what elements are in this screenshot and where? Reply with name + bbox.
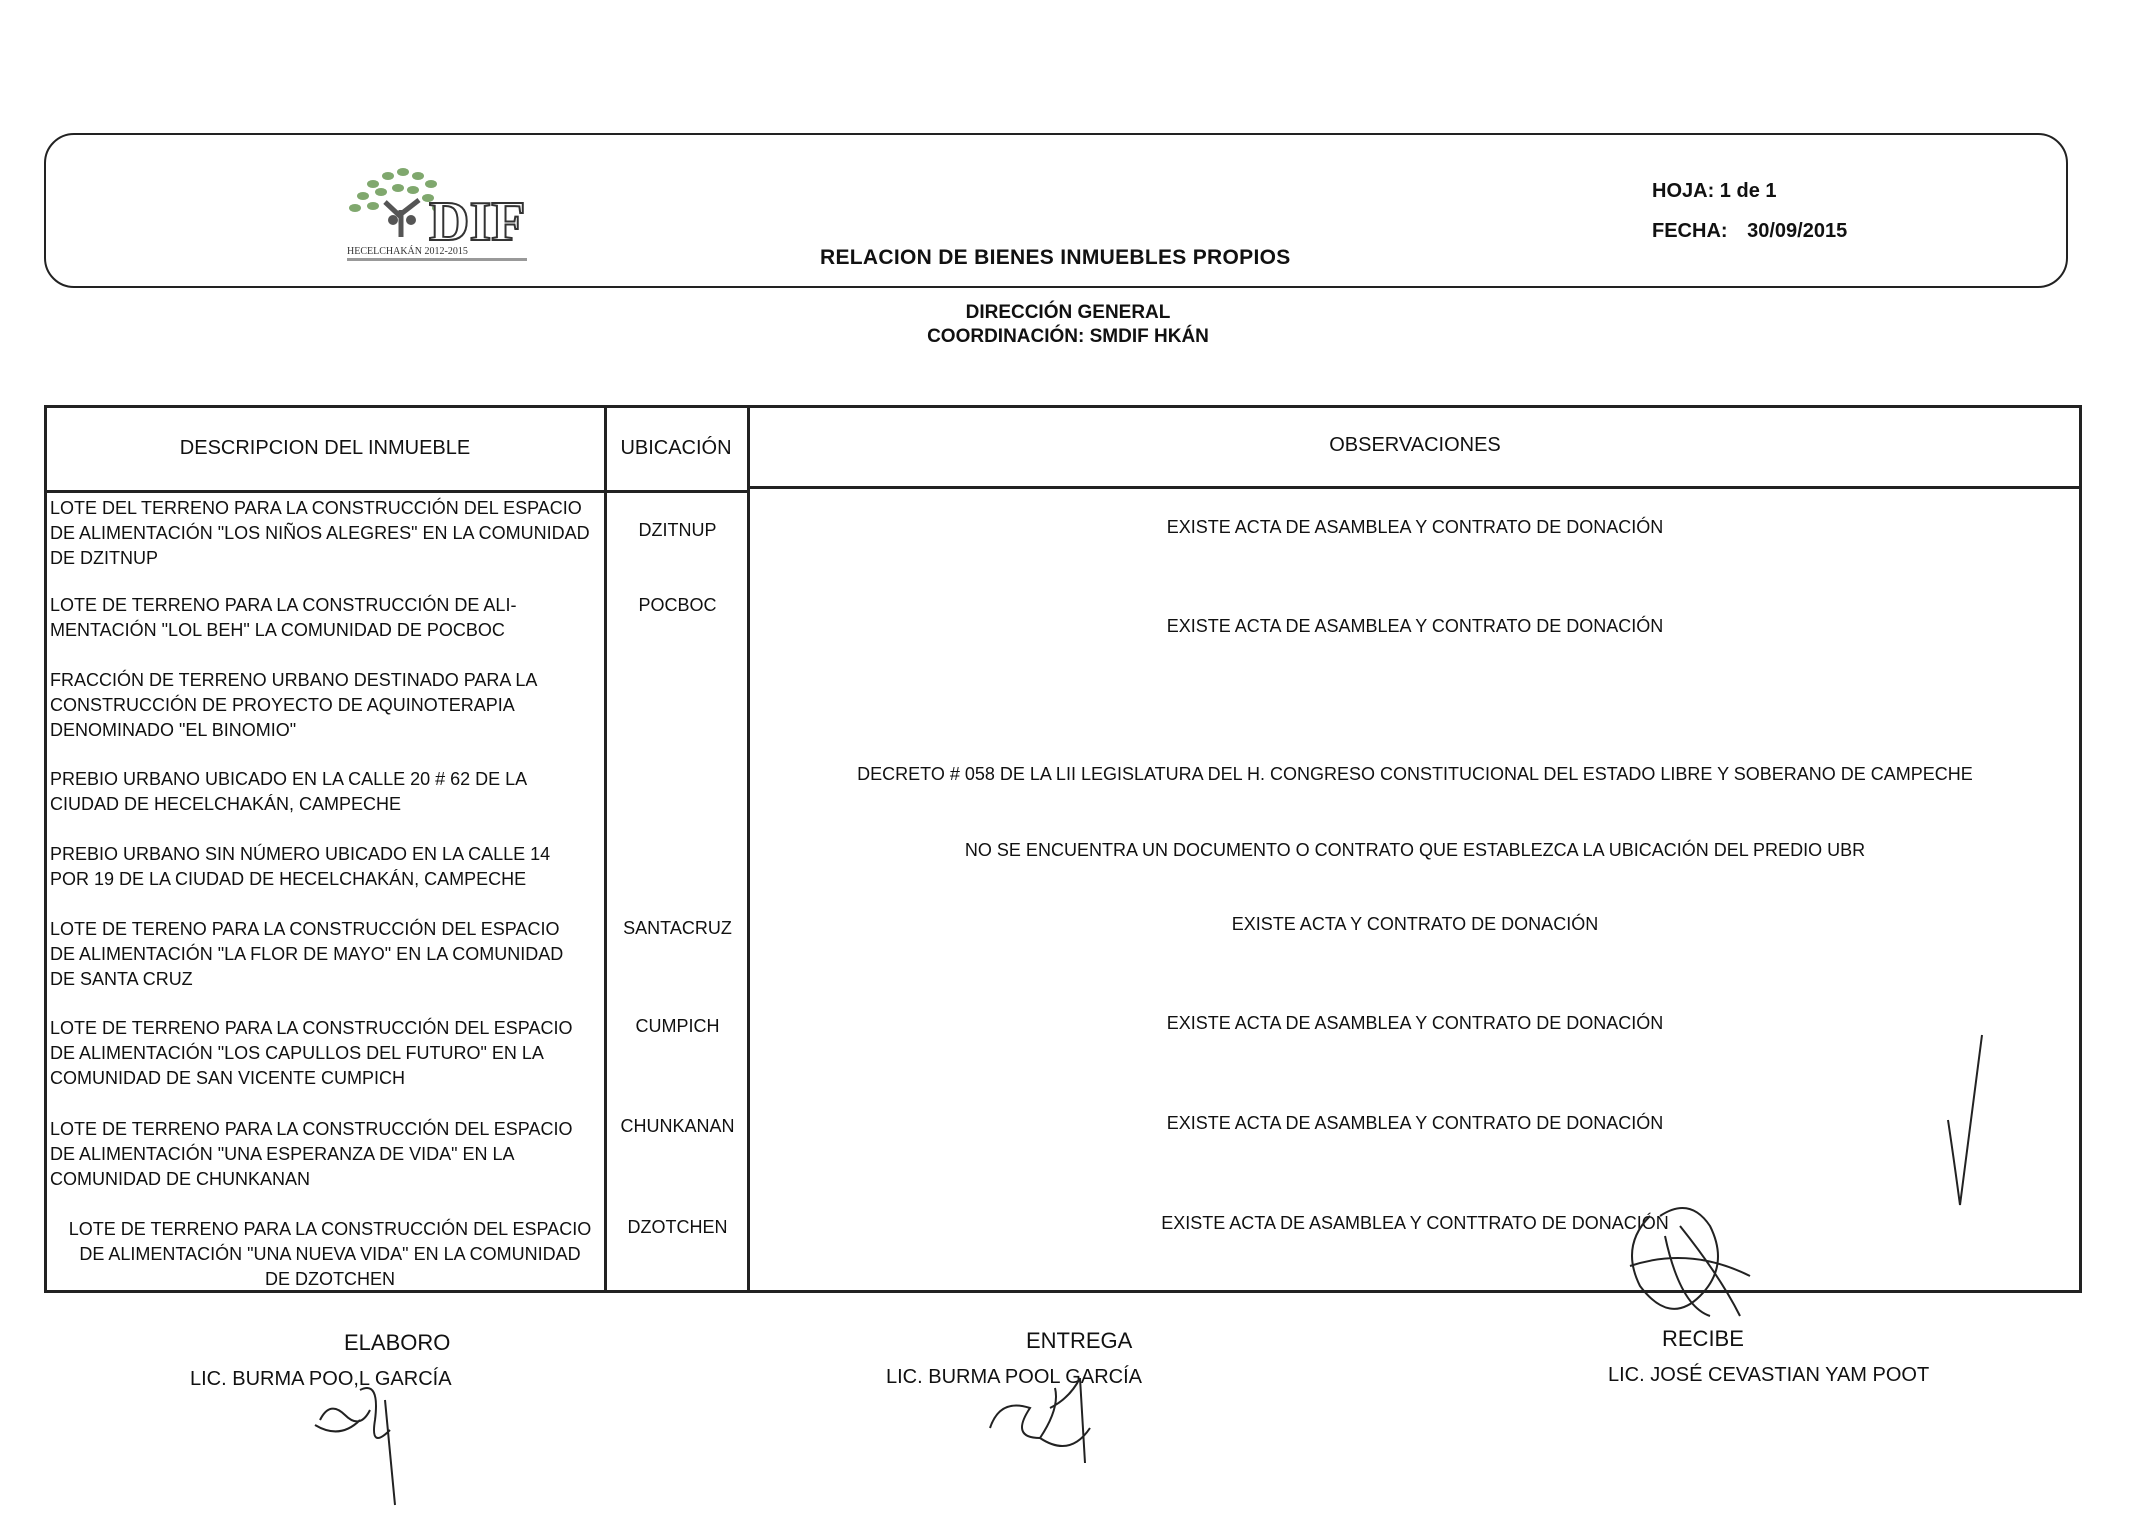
- desc-line: DE ALIMENTACIÓN "LOS NIÑOS ALEGRES" EN LA COMUNIDAD: [50, 523, 590, 543]
- coordinacion: COORDINACIÓN: SMDIF HKÁN: [927, 326, 1209, 347]
- table-row-8-obs: EXISTE ACTA DE ASAMBLEA Y CONTRATO DE DONACIÓN: [1166, 1113, 1664, 1133]
- table-row-3-desc: [50, 668, 610, 743]
- dif-tree-icon: [333, 162, 553, 268]
- recibe-name: LIC. JOSÉ CEVASTIAN YAM POOT: [1608, 1364, 1930, 1386]
- table-row-6-ubic: SANTACRUZ: [623, 918, 732, 938]
- table-row-6-desc: [50, 917, 610, 992]
- fecha-label: FECHA:: [1652, 220, 1728, 242]
- desc-line: LOTE DE TERRENO PARA LA CONSTRUCCIÓN DEL ESPACIO: [50, 1018, 573, 1038]
- fecha-value: 30/09/2015: [1747, 220, 1848, 242]
- table-row-7-desc: [50, 1016, 610, 1091]
- check-mark-icon: [1940, 1030, 2000, 1210]
- col-header-ubicacion: UBICACIÓN: [620, 437, 732, 459]
- desc-line: PREBIO URBANO SIN NÚMERO UBICADO EN LA CALLE 14: [50, 844, 551, 864]
- hoja-value: 1 de 1: [1719, 180, 1777, 202]
- col-header-observaciones: OBSERVACIONES: [1329, 434, 1501, 456]
- elaboro-name: LIC. BURMA POO,L GARCÍA: [190, 1368, 452, 1390]
- direccion-general: DIRECCIÓN GENERAL: [965, 302, 1171, 323]
- table-row-1-ubic: DZITNUP: [638, 520, 717, 540]
- table-row-4-obs: DECRETO # 058 DE LA LII LEGISLATURA DEL H. CONGRESO CONSTITUCIONAL DEL ESTADO LIBRE Y SOBERANO DE CAMPECHE: [857, 764, 1973, 784]
- table-row-9-desc: [50, 1217, 610, 1292]
- hoja-label: HOJA:: [1652, 180, 1715, 202]
- sheet-number: [1652, 180, 1777, 203]
- desc-line: COMUNIDAD DE CHUNKANAN: [50, 1169, 311, 1189]
- desc-line: PREBIO URBANO UBICADO EN LA CALLE 20 # 62 DE LA: [50, 769, 528, 789]
- signature-entrega-icon: [980, 1368, 1110, 1468]
- svg-text:HECELCHAKÁN 2012-2015: HECELCHAKÁN 2012-2015: [347, 246, 468, 257]
- desc-line: DE SANTA CRUZ: [50, 969, 193, 989]
- desc-line: LOTE DE TERRENO PARA LA CONSTRUCCIÓN DEL ESPACIO: [50, 1119, 573, 1139]
- table-row-7-obs: EXISTE ACTA DE ASAMBLEA Y CONTRATO DE DONACIÓN: [1166, 1013, 1664, 1033]
- desc-line: LOTE DE TERRENO PARA LA CONSTRUCCIÓN DE ALI-: [50, 595, 517, 615]
- desc-line: CIUDAD DE HECELCHAKÁN, CAMPECHE: [50, 794, 402, 814]
- desc-line: LOTE DEL TERRENO PARA LA CONSTRUCCIÓN DEL ESPACIO: [50, 498, 582, 518]
- table-row-9-ubic: DZOTCHEN: [627, 1217, 728, 1237]
- header-row-divider-obs: [747, 486, 2082, 489]
- desc-line: DENOMINADO "EL BINOMIO": [50, 720, 297, 740]
- desc-line: POR 19 DE LA CIUDAD DE HECELCHAKÁN, CAMPECHE: [50, 869, 527, 889]
- svg-text:DIF: DIF: [429, 191, 526, 253]
- table-row-4-desc: [50, 767, 610, 817]
- desc-line: LOTE DE TERRENO PARA LA CONSTRUCCIÓN DEL ESPACIO: [68, 1219, 592, 1239]
- desc-line: MENTACIÓN "LOL BEH" LA COMUNIDAD DE POCBOC: [50, 620, 505, 640]
- signature-recibe-icon: [1610, 1186, 1760, 1346]
- desc-line: DE ALIMENTACIÓN "UNA ESPERANZA DE VIDA" EN LA: [50, 1144, 515, 1164]
- table-row-2-ubic: POCBOC: [638, 595, 717, 615]
- table-row-9-obs: EXISTE ACTA DE ASAMBLEA Y CONTTRATO DE DONACIÓN: [1161, 1213, 1669, 1233]
- table-row-7-ubic: CUMPICH: [635, 1016, 720, 1036]
- table-row-2-obs: EXISTE ACTA DE ASAMBLEA Y CONTRATO DE DONACIÓN: [1166, 616, 1664, 636]
- table-row-2-desc: [50, 593, 610, 643]
- elaboro-label: ELABORO: [344, 1330, 451, 1355]
- header-row-divider: [44, 490, 748, 493]
- table-row-5-obs: NO SE ENCUENTRA UN DOCUMENTO O CONTRATO QUE ESTABLEZCA LA UBICACIÓN DEL PREDIO UBR: [964, 840, 1866, 860]
- desc-line: LOTE DE TERENO PARA LA CONSTRUCCIÓN DEL ESPACIO: [50, 919, 560, 939]
- desc-line: DE DZITNUP: [50, 548, 158, 568]
- desc-line: DE ALIMENTACIÓN "LOS CAPULLOS DEL FUTURO" EN LA: [50, 1043, 544, 1063]
- desc-line: COMUNIDAD DE SAN VICENTE CUMPICH: [50, 1068, 406, 1088]
- desc-line: FRACCIÓN DE TERRENO URBANO DESTINADO PARA LA: [50, 670, 538, 690]
- table-row-1-desc: [50, 496, 610, 571]
- table-row-1-obs: EXISTE ACTA DE ASAMBLEA Y CONTRATO DE DONACIÓN: [1166, 517, 1664, 537]
- document-date: [1652, 220, 1847, 243]
- dif-logo: [333, 162, 553, 268]
- entrega-name: LIC. BURMA POOL GARCÍA: [886, 1366, 1142, 1388]
- table-row-5-desc: [50, 842, 610, 892]
- table-row-6-obs: EXISTE ACTA Y CONTRATO DE DONACIÓN: [1231, 914, 1599, 934]
- desc-line: DE DZOTCHEN: [265, 1269, 395, 1289]
- signature-elaboro-icon: [300, 1370, 420, 1510]
- document-title: RELACION DE BIENES INMUEBLES PROPIOS: [820, 246, 1291, 269]
- obs-right-border: [2079, 486, 2082, 1293]
- desc-line: DE ALIMENTACIÓN "LA FLOR DE MAYO" EN LA COMUNIDAD: [50, 944, 564, 964]
- desc-line: CONSTRUCCIÓN DE PROYECTO DE AQUINOTERAPIA: [50, 695, 515, 715]
- recibe-label: RECIBE: [1662, 1326, 1744, 1351]
- table-row-8-ubic: CHUNKANAN: [620, 1116, 735, 1136]
- col-header-descripcion: DESCRIPCION DEL INMUEBLE: [179, 437, 471, 459]
- desc-line: DE ALIMENTACIÓN "UNA NUEVA VIDA" EN LA COMUNIDAD: [79, 1244, 581, 1264]
- entrega-label: ENTREGA: [1026, 1328, 1133, 1353]
- table-row-8-desc: [50, 1117, 610, 1192]
